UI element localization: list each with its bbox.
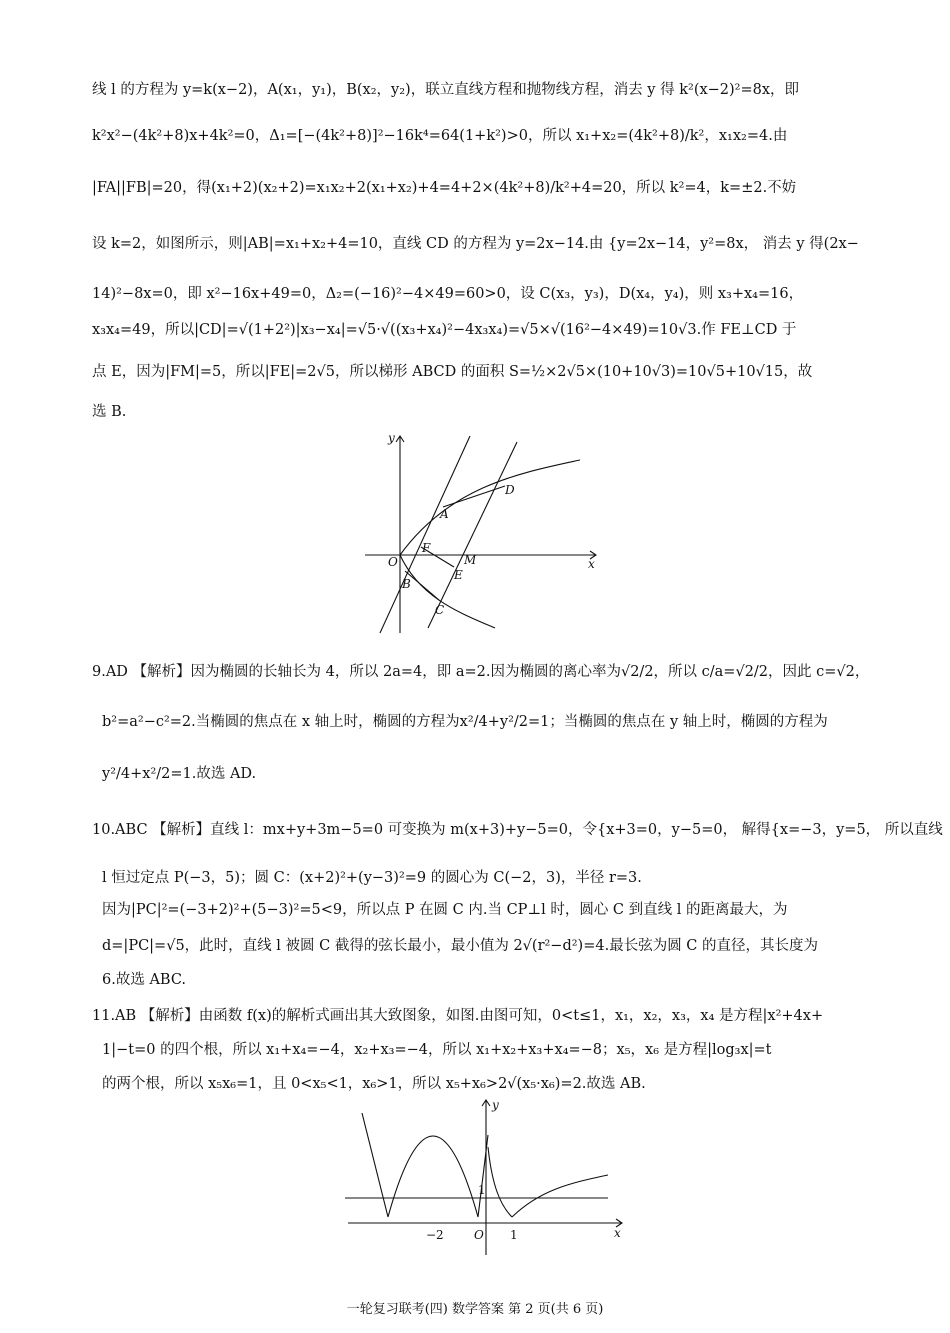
label-a: A [440,507,449,521]
label-one-y: 1 [478,1183,486,1197]
text-line: 11.AB 【解析】由函数 f(x)的解析式画出其大致图象，如图.由图可知，0<t≤1，x₁，x₂，x₃，x₄ 是方程|x²+4x+ [92,1008,824,1024]
text-line: 10.ABC 【解析】直线 l：mx+y+3m−5=0 可变换为 m(x+3)+y−5=0，令{x+3=0，y−5=0， 解得{x=−3，y=5， 所以直线 [92,822,943,838]
label-o: O [474,1228,484,1242]
label-one-x: 1 [510,1228,518,1242]
curve-log-right [512,1175,608,1217]
page-footer: 一轮复习联考(四) 数学答案 第 2 页(共 6 页) [346,1302,604,1317]
label-y: y [492,1098,499,1112]
line-cd [428,442,517,628]
label-y: y [388,431,395,445]
label-b: B [402,577,411,591]
text-line: k²x²−(4k²+8)x+4k²=0，Δ₁=[−(4k²+8)]²−16k⁴=64(1+k²)>0，所以 x₁+x₂=(4k²+8)/k²，x₁x₂=4.由 [92,128,788,144]
line-ab [380,436,470,633]
label-neg2: −2 [426,1228,444,1242]
text-line: 点 E，因为|FM|=5，所以|FE|=2√5，所以梯形 ABCD 的面积 S=½×2√5×(10+10√3)=10√5+10√15，故 [92,364,813,380]
label-m: M [464,553,477,567]
text-line: 因为|PC|²=(−3+2)²+(5−3)²=5<9，所以点 P 在圆 C 内.当 CP⊥l 时，圆心 C 到直线 l 的距离最大，为 [102,902,788,918]
curve-arch [388,1136,478,1217]
text-line: 9.AD 【解析】因为椭圆的长轴长为 4，所以 2a=4，即 a=2.因为椭圆的离心率为√2/2，所以 c/a=√2/2，因此 c=√2， [92,664,870,680]
text-line: 线 l 的方程为 y=k(x−2)，A(x₁，y₁)，B(x₂，y₂)，联立直线方程和抛物线方程，消去 y 得 k²(x−2)²=8x，即 [92,82,800,98]
text-line: d=|PC|=√5，此时，直线 l 被圆 C 截得的弦长最小，最小值为 2√(r²−d²)=4.最长弦为圆 C 的直径，其长度为 [102,938,819,954]
text-line: 选 B. [92,404,127,420]
parabola-figure [360,428,605,638]
function-graph-figure [340,1095,630,1270]
label-x: x [588,557,595,571]
label-x: x [614,1226,621,1240]
label-d: D [505,483,515,497]
text-line: 6.故选 ABC. [102,972,187,988]
text-line: 14)²−8x=0，即 x²−16x+49=0，Δ₂=(−16)²−4×49=60>0，设 C(x₃，y₃)，D(x₄，y₄)，则 x₃+x₄=16， [92,286,804,302]
text-line: x₃x₄=49，所以|CD|=√(1+2²)|x₃−x₄|=√5·√((x₃+x₄)²−4x₃x₄)=√5×√(16²−4×49)=10√3.作 FE⊥CD 于 [92,322,797,338]
text-line: 的两个根，所以 x₅x₆=1，且 0<x₅<1，x₆>1，所以 x₅+x₆>2√(x₅·x₆)=2.故选 AB. [102,1076,646,1092]
label-o: O [388,555,398,569]
text-line: y²/4+x²/2=1.故选 AD. [102,766,257,782]
text-line: |FA||FB|=20，得(x₁+2)(x₂+2)=x₁x₂+2(x₁+x₂)+4=4+2×(4k²+8)/k²+4=20，所以 k²=4，k=±2.不妨 [92,180,797,196]
curve-left-branch [362,1113,388,1217]
text-line: 1|−t=0 的四个根，所以 x₁+x₄=−4，x₂+x₃=−4，所以 x₁+x₂+x₃+x₄=−8；x₅，x₆ 是方程|log₃x|=t [102,1042,772,1058]
text-line: b²=a²−c²=2.当椭圆的焦点在 x 轴上时，椭圆的方程为x²/4+y²/2=1；当椭圆的焦点在 y 轴上时，椭圆的方程为 [102,714,828,730]
segment-ad [443,486,505,507]
label-c: C [435,603,445,617]
label-f: F [422,541,431,555]
text-line: 设 k=2，如图所示，则|AB|=x₁+x₂+4=10，直线 CD 的方程为 y=2x−14.由 {y=2x−14，y²=8x， 消去 y 得(2x− [92,236,859,252]
curve-log-left [488,1147,512,1217]
text-line: l 恒过定点 P(−3，5)；圆 C：(x+2)²+(y−3)²=9 的圆心为 C(−2，3)，半径 r=3. [102,870,642,886]
label-e: E [454,568,463,582]
